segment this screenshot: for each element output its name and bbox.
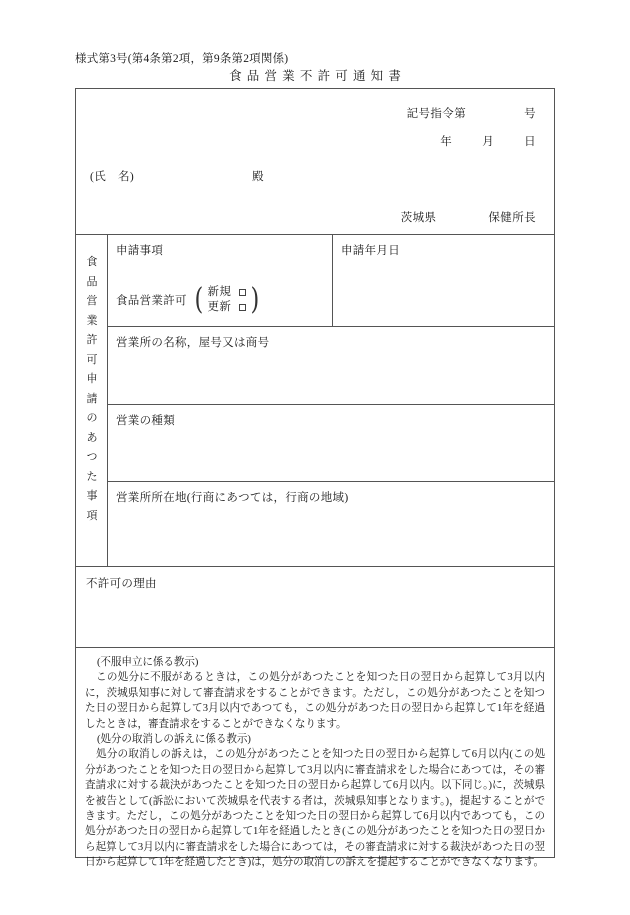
recipient-line bbox=[90, 168, 264, 184]
vlabel-char: あ bbox=[86, 431, 98, 444]
row-label: 営業所所在地(行商にあつては，行商の地域) bbox=[116, 492, 349, 504]
order-number-label: 記号指令第 bbox=[406, 108, 467, 120]
recipient-honorific: 殿 bbox=[252, 171, 265, 183]
row-label: 申請年月日 bbox=[341, 245, 400, 257]
vlabel-char: 申 bbox=[86, 373, 98, 385]
issuer-line bbox=[401, 209, 536, 225]
table-row bbox=[108, 327, 554, 405]
application-date-cell bbox=[333, 235, 554, 327]
brace-left-icon: ( bbox=[194, 282, 204, 317]
appeal-heading: (不服申立に係る教示) bbox=[97, 657, 199, 668]
issuer-title: 保健所長 bbox=[488, 212, 536, 224]
row-label: 営業所の名称，屋号又は商号 bbox=[116, 337, 270, 349]
revocation-body: 処分の取消しの訴えは，この処分があつたことを知つた日の翌日から起算して6月以内(この処分があつたことを知つた日の翌日から起算して3月以内に審査請求をした場合にあつては，その審査請求に対する裁決があつたことを知つた日の翌日から起算して6月以内。以下同じ。)に，茨城県を被告として(訴訟において茨城県を代表する者は，茨城県知事となります。)，提起することができます。ただし，この処分があつたことを知つた日の翌日から起算して6月以内であつても，この処分があつた日の翌日から起算して1年を経過したとき(この処分があつたことを知つた日の翌日から起算して3月以内に審査請求をした場合にあつては，その審査請求に対する裁決があつた日の翌日から起算して1年を経過したとき)は，処分の取消しの訴えを提起することができなくなります。 bbox=[85, 749, 545, 869]
rejection-reason-label: 不許可の理由 bbox=[86, 578, 157, 590]
vlabel-char: 可 bbox=[86, 353, 98, 366]
vlabel-char: 項 bbox=[86, 509, 98, 522]
appeal-body: この処分に不服があるときは，この処分があつたことを知つた日の翌日から起算して3月以内に，茨城県知事に対して審査請求をすることができます。ただし，この処分があつたことを知つた日の翌日から起算して3月以内であつても，この処分があつた日の翌日から起算して1年を経過したときは，審査請求をすることができなくなります。 bbox=[85, 672, 545, 730]
application-items-cell bbox=[108, 235, 333, 327]
permit-label: 食品営業許可 bbox=[116, 295, 187, 307]
recipient-name-label: (氏 名) bbox=[90, 171, 135, 183]
vertical-label-text bbox=[76, 253, 108, 526]
vlabel-char: た bbox=[86, 470, 98, 483]
form-frame bbox=[75, 88, 555, 869]
vertical-label-column bbox=[76, 235, 108, 567]
vlabel-char: 請 bbox=[86, 392, 98, 405]
issue-date-line bbox=[440, 133, 536, 149]
issuer-prefecture: 茨城県 bbox=[400, 212, 437, 224]
table-row bbox=[108, 482, 554, 567]
vlabel-char: 事 bbox=[86, 490, 98, 502]
permit-type-group bbox=[116, 282, 261, 317]
option-new[interactable] bbox=[208, 286, 247, 298]
table-row bbox=[108, 235, 554, 327]
order-number-suffix: 号 bbox=[524, 108, 536, 120]
vlabel-char: の bbox=[86, 412, 98, 424]
row-label: 申請事項 bbox=[116, 245, 164, 257]
form-number: 様式第3号(第4条第2項，第9条第2項関係) bbox=[75, 53, 289, 65]
date-month-label: 月 bbox=[482, 136, 495, 148]
rejection-reason-row bbox=[76, 567, 554, 648]
vlabel-char: 許 bbox=[86, 334, 98, 346]
vlabel-char: 業 bbox=[86, 314, 98, 327]
table-row bbox=[108, 405, 554, 482]
option-new-label: 新規 bbox=[207, 286, 232, 298]
addressing-block bbox=[76, 89, 554, 235]
option-renewal[interactable] bbox=[208, 301, 247, 313]
brace-right-icon: ) bbox=[250, 282, 260, 317]
checkbox-new[interactable] bbox=[239, 289, 246, 296]
order-number-line bbox=[407, 105, 536, 121]
checkbox-renewal[interactable] bbox=[239, 304, 246, 311]
document-title: 食品営業不許可通知書 bbox=[229, 69, 407, 83]
revocation-heading: (処分の取消しの訴えに係る教示) bbox=[97, 734, 251, 746]
vlabel-char: つ bbox=[86, 451, 98, 463]
application-items-table bbox=[76, 235, 554, 567]
vlabel-char: 営 bbox=[86, 295, 98, 307]
legal-notice-block bbox=[76, 648, 554, 869]
vlabel-char: 食 bbox=[86, 256, 98, 268]
vlabel-char: 品 bbox=[86, 275, 98, 288]
row-label: 営業の種類 bbox=[116, 415, 175, 427]
option-renewal-label: 更新 bbox=[207, 301, 232, 313]
date-year-label: 年 bbox=[440, 136, 453, 148]
date-day-label: 日 bbox=[524, 136, 536, 148]
permit-options bbox=[204, 285, 251, 315]
